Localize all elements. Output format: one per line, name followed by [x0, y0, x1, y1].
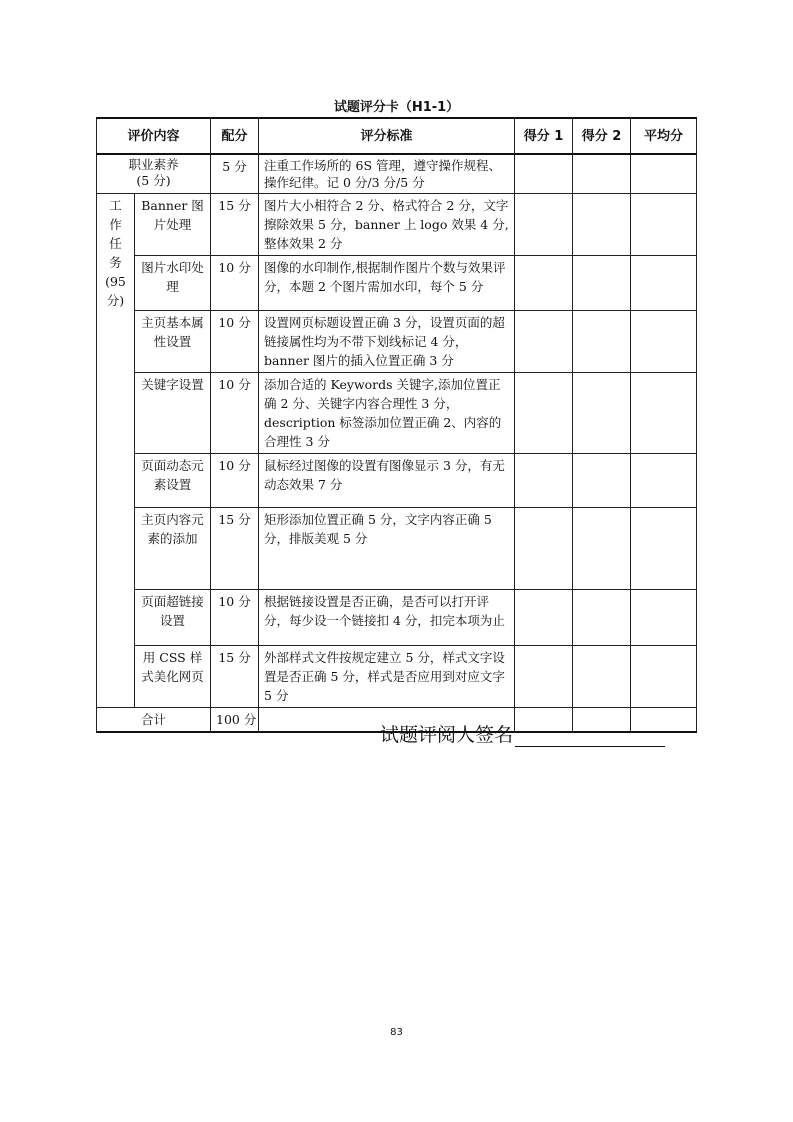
score1-cell[interactable]	[515, 154, 573, 194]
task-item: 图片水印处理	[135, 256, 211, 311]
signature-label: 试题评阅人签名	[380, 724, 514, 746]
average-cell[interactable]	[631, 311, 697, 373]
score2-cell[interactable]	[573, 590, 631, 646]
task-points: 10 分	[211, 454, 259, 508]
score1-cell[interactable]	[515, 590, 573, 646]
signature-area	[380, 720, 665, 747]
task-criteria: 根据链接设置是否正确，是否可以打开评分，每少设一个链接扣 4 分，扣完本项为止	[259, 590, 515, 646]
task-criteria: 图片大小相符合 2 分、格式符合 2 分，文字擦除效果 5 分，banner 上 logo 效果 4 分,整体效果 2 分	[259, 194, 515, 256]
average-cell[interactable]	[631, 256, 697, 311]
header-average: 平均分	[631, 118, 697, 154]
task-row	[97, 194, 697, 256]
work-task-group-label: 工 作 任 务 (95 分)	[97, 194, 135, 708]
task-row	[97, 590, 697, 646]
task-points: 15 分	[211, 194, 259, 256]
task-points: 15 分	[211, 646, 259, 708]
task-criteria: 矩形添加位置正确 5 分，文字内容正确 5 分，排版美观 5 分	[259, 508, 515, 590]
score1-cell[interactable]	[515, 373, 573, 454]
average-cell[interactable]	[631, 454, 697, 508]
header-score1: 得分 1	[515, 118, 573, 154]
task-criteria: 图像的水印制作,根据制作图片个数与效果评分，本题 2 个图片需加水印，每个 5 分	[259, 256, 515, 311]
header-criteria: 评分标准	[259, 118, 515, 154]
score1-cell[interactable]	[515, 256, 573, 311]
task-item: 用 CSS 样式美化网页	[135, 646, 211, 708]
score2-cell[interactable]	[573, 311, 631, 373]
total-label: 合计	[97, 708, 211, 733]
task-row	[97, 311, 697, 373]
score2-cell[interactable]	[573, 256, 631, 311]
task-row	[97, 256, 697, 311]
professional-criteria: 注重工作场所的 6S 管理，遵守操作规程、操作纪律。记 0 分/3 分/5 分	[259, 154, 515, 194]
average-cell[interactable]	[631, 646, 697, 708]
score2-cell[interactable]	[573, 454, 631, 508]
task-row	[97, 508, 697, 590]
page-title: 试题评分卡（H1-1）	[333, 100, 460, 115]
header-points: 配分	[211, 118, 259, 154]
task-points: 10 分	[211, 373, 259, 454]
task-criteria: 外部样式文件按规定建立 5 分，样式文字设置是否正确 5 分，样式是否应用到对应文字 5 分	[259, 646, 515, 708]
header-content: 评价内容	[97, 118, 211, 154]
task-item: 主页基本属性设置	[135, 311, 211, 373]
task-item: 关键字设置	[135, 373, 211, 454]
task-criteria: 添加合适的 Keywords 关键字,添加位置正确 2 分、关键字内容合理性 3 分，description 标签添加位置正确 2、内容的合理性 3 分	[259, 373, 515, 454]
average-cell[interactable]	[631, 590, 697, 646]
total-points: 100 分	[211, 708, 259, 733]
task-criteria: 鼠标经过图像的设置有图像显示 3 分，有无动态效果 7 分	[259, 454, 515, 508]
header-score2: 得分 2	[573, 118, 631, 154]
score1-cell[interactable]	[515, 311, 573, 373]
signature-line[interactable]	[515, 728, 665, 747]
task-item: 主页内容元素的添加	[135, 508, 211, 590]
page-number: 83	[390, 1027, 403, 1038]
task-points: 15 分	[211, 508, 259, 590]
task-row	[97, 373, 697, 454]
header-row	[97, 118, 697, 154]
task-points: 10 分	[211, 256, 259, 311]
average-cell[interactable]	[631, 508, 697, 590]
task-criteria: 设置网页标题设置正确 3 分，设置页面的超链接属性均为不带下划线标记 4 分，banner 图片的插入位置正确 3 分	[259, 311, 515, 373]
score2-cell[interactable]	[573, 373, 631, 454]
professional-points: 5 分	[211, 154, 259, 194]
score1-cell[interactable]	[515, 454, 573, 508]
average-cell[interactable]	[631, 154, 697, 194]
task-row	[97, 454, 697, 508]
score2-cell[interactable]	[573, 154, 631, 194]
task-item: Banner 图片处理	[135, 194, 211, 256]
task-points: 10 分	[211, 311, 259, 373]
score2-cell[interactable]	[573, 646, 631, 708]
task-row	[97, 646, 697, 708]
score-card-table	[96, 117, 697, 733]
professional-row	[97, 154, 697, 194]
task-points: 10 分	[211, 590, 259, 646]
score1-cell[interactable]	[515, 646, 573, 708]
average-cell[interactable]	[631, 373, 697, 454]
score2-cell[interactable]	[573, 194, 631, 256]
score1-cell[interactable]	[515, 194, 573, 256]
task-item: 页面动态元素设置	[135, 454, 211, 508]
professional-label: 职业素养 (5 分)	[97, 154, 211, 194]
average-cell[interactable]	[631, 194, 697, 256]
score2-cell[interactable]	[573, 508, 631, 590]
task-item: 页面超链接设置	[135, 590, 211, 646]
score1-cell[interactable]	[515, 508, 573, 590]
